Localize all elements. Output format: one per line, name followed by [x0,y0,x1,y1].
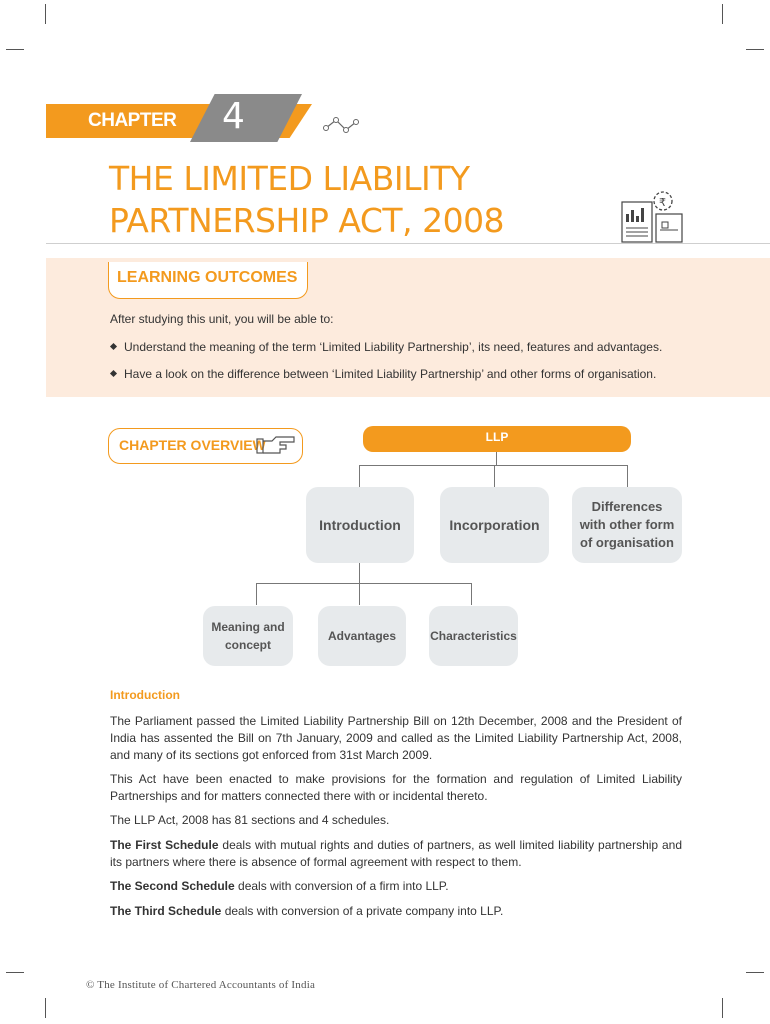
connector-line [359,583,360,605]
connector-line [496,452,497,466]
pointing-hand-icon [256,433,296,457]
diagram-node-advantages: Advantages [318,606,406,666]
connector-line [471,583,472,605]
paragraph-first-schedule [110,837,682,871]
connector-line [359,465,627,466]
bullet-icon [110,343,117,350]
third-schedule-label: The Third Schedule [110,904,222,918]
diagram-node-differences: Differences with other form of organisation [572,487,682,563]
connector-line [359,465,360,487]
page-footer: © The Institute of Chartered Accountants of India [86,979,316,991]
diagram-root-llp: LLP [363,426,631,452]
paragraph-1: The Parliament passed the Limited Liability Partnership Bill on 12th December, 2008 and the President of India has assented the Bill on 7th January, 2009 and called as the Limited Liability Partnership Act, 2008, and many of its sections got enforced from 31st March 2009. [110,714,682,762]
connector-line [359,563,360,583]
diagram-node-characteristics: Characteristics [429,606,518,666]
diagram-node-introduction: Introduction [306,487,414,563]
paragraph-2: This Act have been enacted to make provisions for the formation and regulation of Limited Liability Partnerships and for matters connected there with or incidental thereto. [110,772,682,803]
gear-rupee-icon [650,188,676,214]
paragraph-3: The LLP Act, 2008 has 81 sections and 4 schedules. [110,813,390,827]
second-schedule-text: deals with conversion of a firm into LLP. [234,879,449,893]
learning-outcome-text: Have a look on the difference between ‘Limited Liability Partnership’ and other forms of organisation. [124,367,657,381]
connector-line [627,465,628,487]
chapter-label: CHAPTER [88,110,177,131]
diagram-node-incorporation: Incorporation [440,487,549,563]
section-heading: Introduction [110,688,180,702]
title-divider [46,243,770,244]
graph-nodes-icon [322,116,362,134]
learning-outcome-text: Understand the meaning of the term ‘Limited Liability Partnership’, its need, features and advantages. [124,340,663,354]
paragraph-second-schedule [110,878,682,895]
connector-line [256,583,471,584]
chapter-title-line-1: THE LIMITED LIABILITY [109,159,470,198]
learning-outcomes-heading: LEARNING OUTCOMES [117,269,298,286]
chapter-overview-heading: CHAPTER OVERVIEW [119,437,266,453]
bullet-icon [110,370,117,377]
first-schedule-text: deals with mutual rights and duties of partners, as well limited liability partnership and its partners where there is absence of formal agreement with respect to them. [110,838,683,869]
learning-outcome-item [110,367,656,381]
diagram-node-meaning: Meaning and concept [203,606,293,666]
first-schedule-label: The First Schedule [110,838,219,852]
second-schedule-label: The Second Schedule [110,879,235,893]
paragraph-third-schedule [110,903,682,920]
learning-outcomes-intro: After studying this unit, you will be able to: [110,312,334,326]
third-schedule-text: deals with conversion of a private company into LLP. [221,904,504,918]
svg-text:₹: ₹ [659,196,666,209]
learning-outcome-item [110,340,662,354]
learning-outcomes-heading-box [108,262,308,299]
chapter-title [109,158,504,242]
chapter-overview-heading-box [108,428,303,464]
chapter-number: 4 [222,96,245,137]
connector-line [256,583,257,605]
chapter-title-line-2: PARTNERSHIP ACT, 2008 [109,201,505,240]
connector-line [494,465,495,487]
